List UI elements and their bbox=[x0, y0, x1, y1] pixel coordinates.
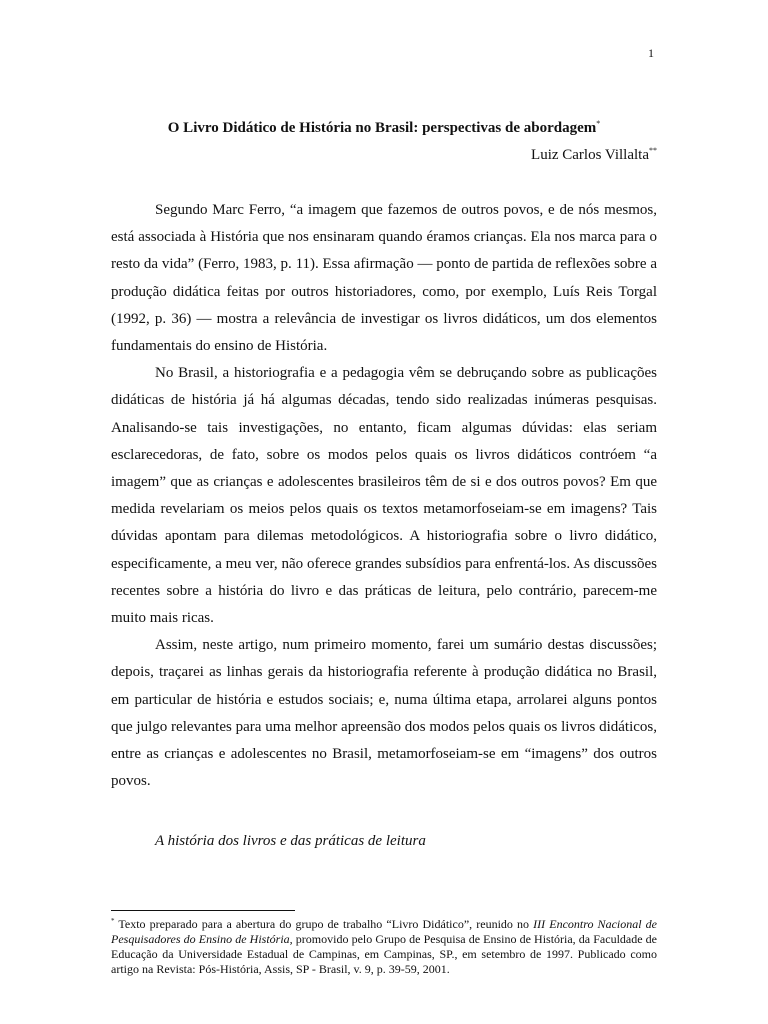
document-title bbox=[0, 119, 768, 137]
footnote-marker: * bbox=[111, 917, 115, 925]
author-line bbox=[531, 146, 657, 164]
paragraph: Assim, neste artigo, num primeiro momento, farei um sumário destas discussões; depois, traçarei as linhas gerais da historiografia referente à produção didática no Brasil, em particular de história e estudos sociais; e, numa última etapa, arrolarei alguns pontos que julgo relevantes para uma melhor apreensão dos modos pelos quais os livros didáticos, entre as crianças e adolescentes no Brasil, metamorfoseiam-se em “imagens” dos outros povos. bbox=[111, 637, 657, 790]
body-text bbox=[111, 197, 657, 795]
title-text: O Livro Didático de História no Brasil: perspectivas de abordagem bbox=[167, 120, 597, 136]
page-number: 1 bbox=[648, 46, 654, 60]
author-footnote-marker: ** bbox=[649, 146, 657, 155]
author-name: Luiz Carlos Villalta bbox=[531, 147, 649, 163]
paragraph: Segundo Marc Ferro, “a imagem que fazemos de outros povos, e de nós mesmos, está associada à História que nos ensinaram quando éramos crianças. Ela nos marca para o resto da vida” (Ferro, 1983, p. 11). Essa afirmação — ponto de partida de reflexões sobre a produção didática feitas por outros historiadores, como, por exemplo, Luís Reis Torgal (1992, p. 36) — mostra a relevância de investigar os livros didáticos, um dos elementos fundamentais do ensino de História. bbox=[111, 202, 657, 355]
footnote-event-name: III Encontro Nacional de Pesquisadores do Ensino de História, bbox=[111, 917, 657, 946]
footnote-text-start: Texto preparado para a abertura do grupo de trabalho “Livro Didático”, reunido no bbox=[118, 917, 534, 931]
footnote bbox=[111, 914, 657, 977]
title-footnote-marker: * bbox=[596, 119, 601, 128]
footnote-divider bbox=[111, 910, 295, 911]
footnote-text-end: promovido pelo Grupo de Pesquisa de Ensino de História, da Faculdade de Educação da Universidade Estadual de Campinas, em Campinas, SP., em setembro de 1997. Publicado como artigo na Revista: Pós-História, Assis, SP - Brasil, v. 9, p. 39-59, 2001. bbox=[111, 932, 657, 976]
paragraph: No Brasil, a historiografia e a pedagogia vêm se debruçando sobre as publicações didáticas de história já há algumas décadas, tendo sido realizadas inúmeras pesquisas. Analisando-se tais investigações, no entanto, ficam algumas dúvidas: elas seriam esclarecedoras, de fato, sobre os modos pelos quais os livros didáticos contróem “a imagem” que as crianças e adolescentes brasileiros têm de si e dos outros povos? Em que medida revelariam os meios pelos quais os textos metamorfoseiam-se em imagens? Tais dúvidas apontam para dilemas metodológicos. A historiografia sobre o livro didático, especificamente, a meu ver, não oferece grandes subsídios para enfrentá-los. As discussões recentes sobre a história do livro e das práticas de leitura, pelo contrário, parecem-me muito mais ricas. bbox=[111, 365, 657, 627]
section-heading: A história dos livros e das práticas de leitura bbox=[155, 833, 426, 849]
